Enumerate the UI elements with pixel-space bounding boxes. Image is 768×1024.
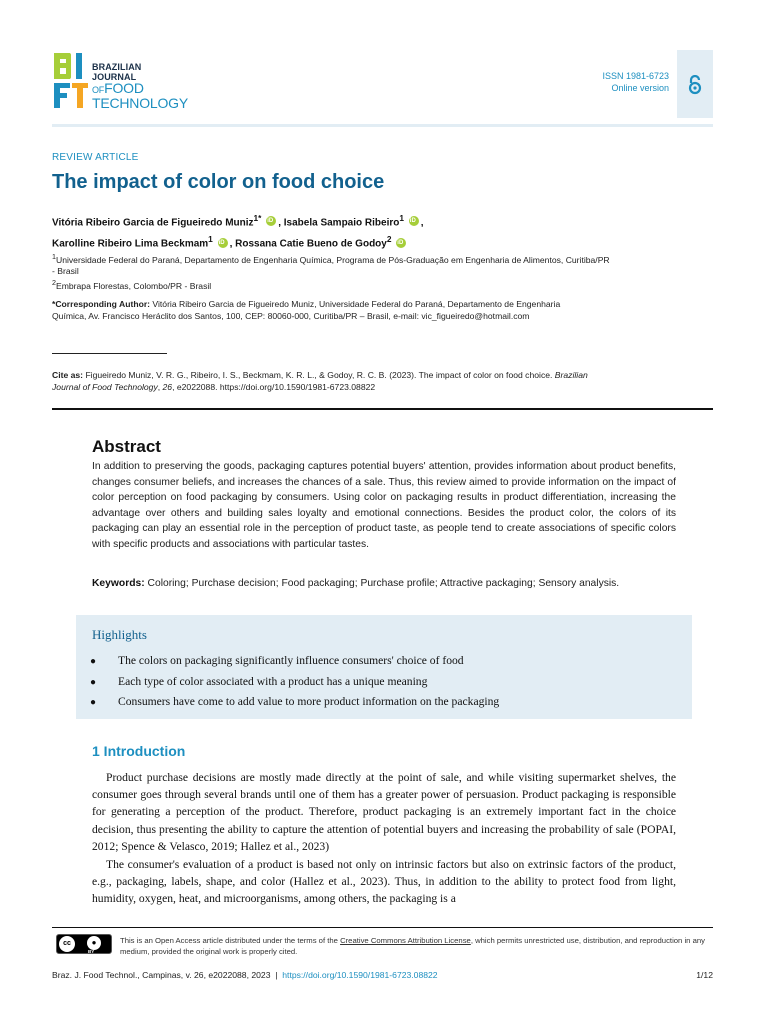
open-access-icon (686, 75, 704, 95)
keywords-label: Keywords: (92, 578, 145, 589)
corresponding-author (52, 299, 592, 322)
cc-icon: cc (59, 936, 75, 952)
footer-separator: | (275, 970, 278, 980)
cc-by-license-icon[interactable] (56, 934, 112, 954)
abstract-text: In addition to preserving the goods, packaging captures potential buyers' attention, provides information about product benefits, changes consumer beliefs, and increases the chances of a sale. Thus, this review aimed to provide information on the impact of color perception on food packaging by consumers. Using color on packaging results in product differentiation, increasing the advantage over others and building sales loyalty and emotional connections. Besides the product color, the colors of its packaging can play an essential role in the perception of product taste, as people tend to create associations of specific colors with specific products and associations with particular tastes. (92, 461, 676, 550)
issn-block (602, 70, 669, 94)
keywords (92, 578, 692, 589)
journal-line-4: TECHNOLOGY (92, 95, 189, 111)
footer-citation: Braz. J. Food Technol., Campinas, v. 26, e2022088, 2023 (52, 970, 271, 980)
by-label: BY (88, 949, 95, 954)
highlights-heading: Highlights (92, 627, 147, 642)
abstract-heading: Abstract (92, 437, 161, 456)
bullet-icon: ● (90, 676, 97, 688)
author-name: Vitória Ribeiro Garcia de Figueiredo Muniz (52, 217, 254, 229)
journal-wordmark (92, 62, 188, 110)
license-link[interactable]: Creative Commons Attribution License (340, 936, 471, 945)
license-text: This is an Open Access article distributed under the terms of the Creative Commons Attribution License, which permits unrestricted use, distribution, and reproduction in any medium, provided the original work is properly cited. (120, 936, 705, 956)
article-title: The impact of color on food choice (52, 171, 385, 193)
orcid-icon[interactable] (396, 238, 406, 248)
short-divider (52, 353, 167, 354)
affiliation-1: $^1$Universidade Federal do Paraná, Departamento de Engenharia Química, Programa de Pós-Graduação em Engenharia de Alimentos, Curitiba/PR - Brasil (52, 253, 610, 277)
title-divider (52, 408, 713, 410)
list-item: ● The colors on packaging significantly influence consumers' choice of food (90, 651, 499, 672)
corresponding-label: *Corresponding Author: (52, 299, 151, 309)
cite-as: Cite as: Figueiredo Muniz, V. R. G., Ribeiro, I. S., Beckmam, K. R. L., & Godoy, R. C. B. (2023). The impact of color on food choice. Brazilian Journal of Food Technology, 26, e2022088. https://doi.org/10.1590/1981-6723.08822 (52, 370, 588, 392)
open-access-badge[interactable] (677, 50, 713, 118)
author-name: Isabela Sampaio Ribeiro (283, 217, 400, 229)
journal-line-1: BRAZILIAN (92, 62, 142, 72)
journal-line-3: OFFOOD (92, 80, 144, 96)
bullet-icon: ● (90, 697, 97, 708)
author-list: Vitória Ribeiro Garcia de Figueiredo Muniz$^{1*}$ iD , Isabela Sampaio Ribeiro$^1$ iD , Karolline Ribeiro Lima Beckmam$^1$ iD , Rossana Catie Bueno de Godoy$^2$ iD (52, 210, 424, 253)
online-version: Online version (611, 83, 669, 93)
intro-paragraph-1: Product purchase decisions are mostly made directly at the point of sale, and while visiting supermarket shelves, the consumer goes through several brands until one of them has a greater power of persuasion. Product packaging is responsible for generating a perception of the product. Therefore, product packaging is an extremely important fact in the choice decision, thus presenting the ability to capture the attention of potential buyers and increasing the probability of sale (POPAI, 2012; Spence & Velasco, 2019; Hallez et al., 2023) (92, 771, 676, 853)
page-footer (52, 970, 713, 980)
attribution-icon: ● (87, 936, 101, 950)
cite-volume: 26 (162, 382, 173, 392)
bullet-icon: ● (90, 656, 97, 667)
affiliation-2: $^2$Embrapa Florestas, Colombo/PR - Brasil (52, 278, 212, 291)
keywords-text: Coloring; Purchase decision; Food packaging; Purchase profile; Attractive packaging; Sensory analysis. (147, 578, 620, 589)
article-section-label: REVIEW ARTICLE (52, 152, 139, 163)
affiliations (52, 252, 612, 292)
author-name: Karolline Ribeiro Lima Beckmam (52, 238, 209, 250)
issn-number: ISSN 1981-6723 (602, 71, 669, 81)
footer-doi-link[interactable]: https://doi.org/10.1590/1981-6723.08822 (282, 970, 438, 980)
journal-line-2: JOURNAL (92, 72, 137, 82)
orcid-icon[interactable] (266, 216, 276, 226)
highlights-box (76, 615, 692, 719)
list-item: ● Consumers have come to add value to more product information on the packaging (90, 692, 499, 713)
cite-rest: , e2022088. https://doi.org/10.1590/1981-6723.08822 (172, 382, 376, 392)
journal-logo (52, 50, 202, 110)
corresponding-text: Vitória Ribeiro Garcia de Figueiredo Muniz, Universidade Federal do Paraná, Departamento de Engenharia Química, Av. Francisco Heráclito dos Santos, 100, CEP: 80060-000, Curitiba/PR – Brasil, e-mail: vic_figueiredo@hotmail.com (52, 299, 561, 321)
cite-label: Cite as: (52, 370, 84, 380)
orcid-icon[interactable] (218, 238, 228, 248)
intro-paragraph-2: The consumer's evaluation of a product is based not only on intrinsic factors but also on extrinsic factors of the product, e.g., packaging, labels, shape, and color (Hallez et al., 2023). Thus, in addition to the ability to protect food from light, humidity, oxygen, heat, and microorganisms, among others, the packaging is a (92, 858, 676, 906)
author-name: Rossana Catie Bueno de Godoy (235, 238, 387, 250)
orcid-icon[interactable] (409, 216, 419, 226)
bjft-logo-icon (52, 50, 92, 110)
page-number: 1/12 (696, 970, 713, 980)
highlights-list (90, 651, 499, 713)
introduction-heading: 1 Introduction (92, 743, 186, 759)
header-divider (52, 124, 713, 127)
cite-journal: Brazilian Journal of Food Technology (52, 370, 588, 392)
cite-text: Figueiredo Muniz, V. R. G., Ribeiro, I. S., Beckmam, K. R. L., & Godoy, R. C. B. (2023). The impact of color on food choice. (85, 370, 553, 380)
footer-divider (52, 927, 713, 928)
list-item: ● Each type of color associated with a product has a unique meaning (90, 672, 499, 693)
